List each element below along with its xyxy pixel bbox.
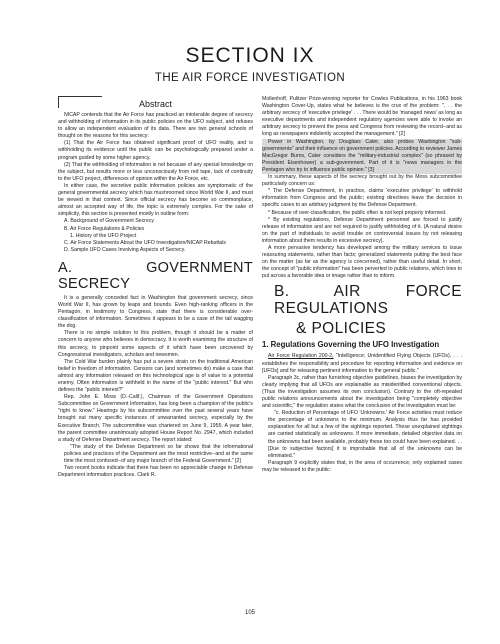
body-paragraph: Paragraph 3c, rather than furnishing objective guidelines, biases the investigation by clearly implying that all UFOs are explainable as misidentified conventional objects. (Thus the investigation assumes its own conclusion). Contrary to the oft-repeated public relations announcements about the investigation being "completely objective and scientific," the regulation states what the conclusion of the investigation must be:	[262, 374, 462, 410]
highlighted-paragraph: Power in Washington, by Douglass Cater, also probes Washington "sub-governments" and their influence on government policies. According to reviewer James MacGregor Burns, Cater considers the "military-industrial complex" (so phrased by President Eisenhower) a sub-government. Part of it is "news managers in the Pentagon who try to influence public opinion." [3]	[262, 138, 462, 173]
outline-item: A. Background of Government Secrecy	[64, 218, 154, 225]
right-column	[262, 96, 462, 474]
page-number: 105	[244, 610, 255, 616]
outline-item: B. Air Force Regulations & Policies	[64, 225, 145, 232]
abstract-heading: Abstract	[138, 99, 172, 109]
body-paragraph: Paragraph 9 explicitly states that, in the area of occurrence, only explained cases may be released to the public:	[262, 459, 462, 473]
body-paragraph: The Cold War burden plainly has put a severe strain on the traditional American belief in freedom of information. Censors can (and sometimes do) make a case that almost any information released on this technological age is of value to a potential enemy. Often information is withheld in the name of the "public interest." But who defines the "public interest?"	[58, 358, 253, 394]
regulation-reference: Air Force Regulation 200-2,	[268, 353, 334, 360]
body-paragraph: In summary, these aspects of the secrecy brought out by the Moss subcommittee particularly concern us:	[262, 174, 462, 188]
body-paragraph	[262, 353, 462, 374]
outline-item: 1. History of the UFO Project	[70, 232, 137, 239]
abstract-paragraph: NICAP contends that the Air Force has practiced an intolerable degree of secrecy and withholding of information in its public policies on the UFO subject, and refuses to allow an independent evaluation of its data. There are two general schools of thought on the reasons for this secrecy:	[58, 112, 253, 140]
left-column	[58, 96, 253, 479]
body-paragraph: It is a generally conceded fact in Washington that government secrecy, since World War II, has grown by leaps and bounds. Even high-ranking officers in the Pentagon, in testimony to Congress, state that there is considerable over-classification of information. Sometimes it appears to be a case of the tail wagging the dog.	[58, 294, 253, 330]
block-quote: "c. Reduction of Percentage of UFO 'Unknowns.' Air Force activities must reduce the percentage of unknowns to the minimum. Analysis thus far has provided explanation for all but a few of the sightings reported. These unexplained sightings are carried statistically as unknowns. If more immediate, detailed objective data on the unknowns had been available, probably these too could have been explained. . . [Due to subjective factors] it is improbable that all of the unknowns can be eliminated."	[268, 410, 462, 459]
abstract-rule-left	[58, 96, 59, 108]
abstract-outline	[58, 218, 253, 253]
abstract-paragraph: (1) That the Air Force has obtained significant proof of UFO reality, and is withholding its evidence until the public can be psychologically prepared under a program guided by some higher agency.	[58, 140, 253, 161]
regulation-text: "Intelligence; Unidentified Flying Objects (UFOs), . . . establishes the responsibility and procedure for reporting information and evidence on [UFOs] and for releasing pertinent information to the general public."	[262, 353, 462, 374]
body-paragraph: Two recent books indicate that there has been no appreciable change in Defense Department information practices. Clark R.	[58, 465, 253, 479]
section-b-heading-line2: & POLICIES	[296, 320, 387, 338]
block-quote: "The study of the Defense Department so far shows that the informational policies and practices of the Department are the most restrictive--and at the same time the most confused--of any major branch of the Federal Government." [2]	[64, 443, 253, 465]
abstract-paragraph: In either case, the secretive public information policies are symptomatic of the general governmental secrecy which has mushroomed since World War II, and must be viewed in that context. Since official secrecy has become so commonplace, almost an accepted way of life, the topic is extremely complex. For the sake of simplicity, this section is presented mostly in outline form:	[58, 182, 253, 218]
body-paragraph: Rep. John E. Moss (D.-Calif.), Chairman of the Government Operations Subcommittee on Government Information, has long been a champion of the public's "right to know." Hearings by his subcommittee over the past several years have brought out many specific instances of unwarranted secrecy, especially by the Executive Branch. The subcommittee was chartered on June 9, 1955. A year later, the parent committee unanimously adopted House Report No. 2947, which included a study of Defense Department secrecy. The report stated:	[58, 394, 253, 443]
bullet-paragraph: * Because of over-classification, the public often is not kept properly informed.	[268, 209, 447, 216]
section-number: SECTION IX	[185, 44, 315, 67]
body-paragraph: There is no simple solution to this problem, though it should be a matter of concern to anyone who believes in democracy. It is worth examining the structure of this secrecy, to pinpoint some aspects of it which have been uncovered by Congressional investigators, scholars and newsmen.	[58, 330, 253, 358]
abstract-box	[58, 96, 253, 254]
abstract-rule-top	[58, 96, 102, 97]
bullet-paragraph: * By existing regulations, Defense Department personnel are forced to justify release of information and are not required to justify withholding of it. (A natural desire on the part of individuals to avoid trouble on controversial issues by not releasing information about them results in excessive secrecy).	[262, 216, 462, 244]
section-b-subheading: 1. Regulations Governing the UFO Investigation	[262, 340, 440, 350]
abstract-paragraph: (2) That the withholding of information is not because of any special knowledge on the subject, but results more or less unconsciously from red tape, lack of continuity to the UFO project, differences of opinion within the Air Force, etc.	[58, 161, 253, 182]
section-a-heading: A. GOVERNMENT SECRECY	[58, 259, 253, 292]
section-b-heading-line1: B. AIR FORCE REGULATIONS	[274, 283, 462, 318]
outline-item: D. Sample UFO Cases Involving Aspects of Secrecy.	[64, 246, 186, 253]
bullet-paragraph: * The Defense Department, in practice, claims 'executive privilege' to withhold information from Congress and the public; existing directives leave the decision in specific cases to an arbitrary judgment by the Defense Department.	[262, 188, 462, 209]
section-title: THE AIR FORCE INVESTIGATION	[154, 72, 346, 84]
body-paragraph: Mollenhoff, Pulitzer Prize-winning reporter for Cowles Publications, in his 1963 book Washington Cover-Up, states what he believes is the crux of the problem: ". . . the arbitrary secrecy of 'executive privilege' . . . There would be 'managed news' as long as executive departments and independent regulatory agencies were able to invoke an arbitrary secrecy to prevent the press and Congress from reviewing the record--and as long as newspapers indolently accepted the management." [2]	[262, 96, 462, 138]
body-paragraph: A more pervasive tendency has developed among the military services to issue reassuring statements, rather than facts; generalized statements putting the best face on the matter (as far as the agency is concerned), rather than useful detail. In short, the concept of "public information" has been perverted to public relations, which tries to put across a favorable idea or image rather than to inform.	[262, 244, 462, 280]
outline-item: C. Air Force Statements About the UFO Investigation/NICAP Rebuttals	[64, 239, 226, 246]
